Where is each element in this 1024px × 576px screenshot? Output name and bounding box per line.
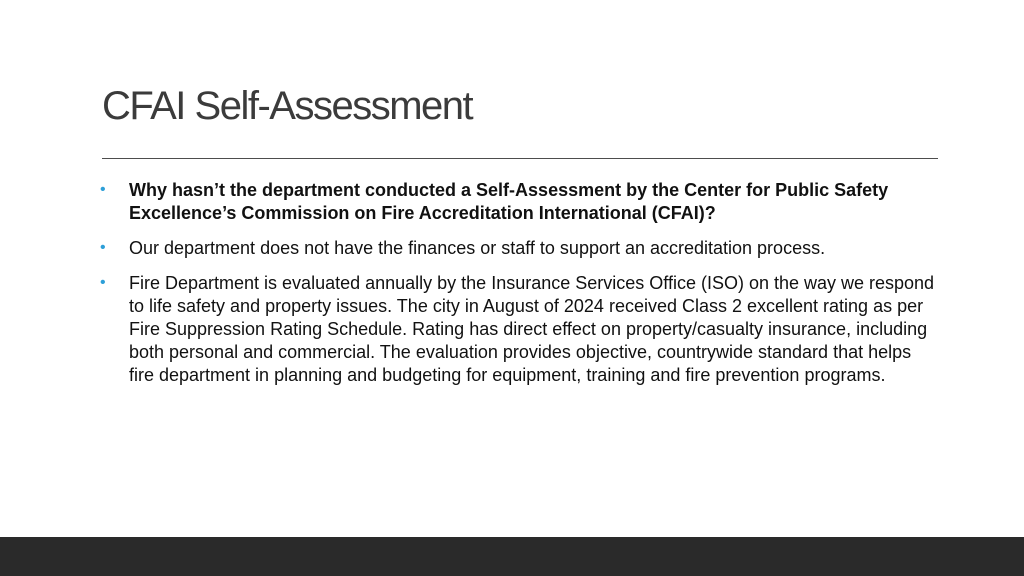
slide-title: CFAI Self-Assessment — [102, 84, 473, 128]
bullet-text: Our department does not have the finances or staff to support an accreditation process. — [129, 238, 826, 258]
bullet-item-finances — [100, 237, 935, 260]
bullet-list — [100, 179, 935, 399]
bullet-dot-icon: • — [100, 274, 106, 291]
bullet-text: Fire Department is evaluated annually by the Insurance Services Office (ISO) on the way we respond to life safety and property issues. The city in August of 2024 received Class 2 excellent rating as per Fire Suppression Rating Schedule. Rating has direct effect on property/casualty insurance, including both personal and commercial. The evaluation provides objective, countrywide standard that helps fire department in planning and budgeting for equipment, training and fire prevention programs. — [129, 273, 935, 385]
footer-bar — [0, 537, 1024, 576]
bullet-dot-icon: • — [100, 181, 106, 198]
bullet-dot-icon: • — [100, 239, 106, 256]
title-divider — [102, 158, 938, 159]
bullet-text: Why hasn’t the department conducted a Self-Assessment by the Center for Public Safety Excellence’s Commission on Fire Accreditation International (CFAI)? — [129, 180, 889, 223]
bullet-item-question — [100, 179, 935, 225]
bullet-item-iso-evaluation — [100, 272, 935, 387]
